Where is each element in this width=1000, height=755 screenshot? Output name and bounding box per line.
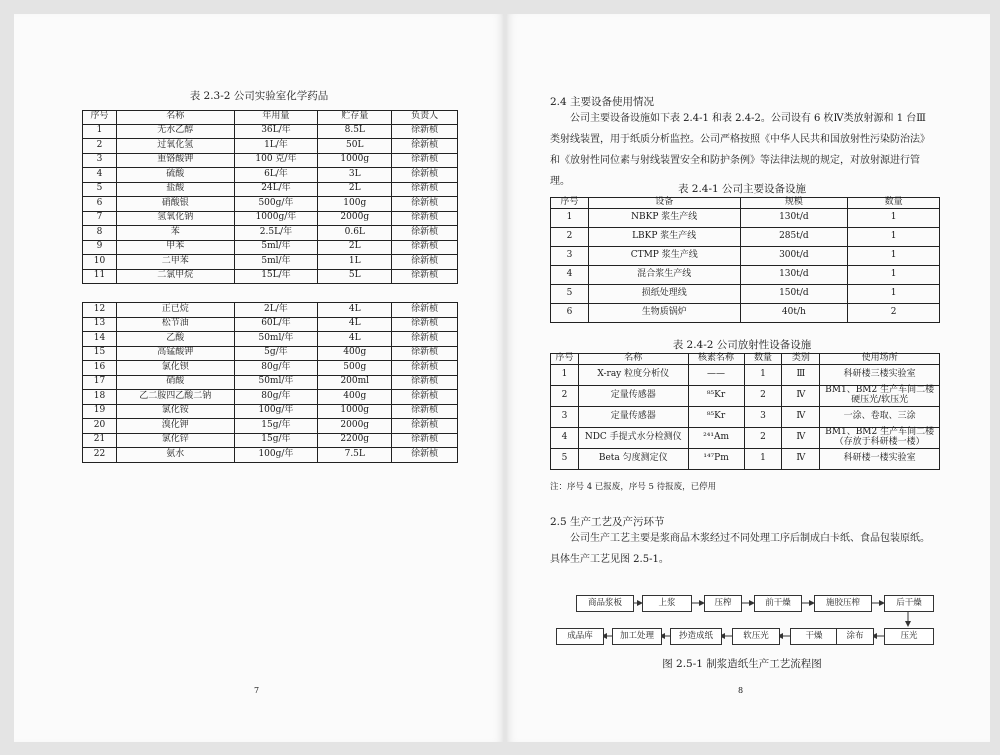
table-row	[83, 182, 458, 197]
table-cell: 60L/年	[234, 317, 318, 332]
table-cell: 21	[83, 433, 117, 448]
table-cell: 80g/年	[234, 361, 318, 376]
flow-step-box: 压榨	[704, 595, 742, 612]
table-cell: ²⁴¹Am	[688, 427, 744, 448]
table-cell: X-ray 粒度分析仪	[578, 364, 688, 385]
section-2-5-paragraph: 公司生产工艺主要是浆商品木浆经过不同处理工序后制成白卡纸、食品包装原纸。具体生产工艺见图 2.5-1。	[550, 533, 930, 565]
table-cell: 1	[848, 227, 940, 246]
right-page	[506, 14, 990, 742]
flow-step-box: 施胶压榨	[814, 595, 872, 612]
table-cell: 正已烷	[116, 303, 234, 318]
table-cell: 130t/d	[740, 208, 848, 227]
table-cell: 6L/年	[234, 168, 318, 183]
table-cell: 徐新桢	[392, 182, 458, 197]
table-cell: 2.5L/年	[234, 226, 318, 241]
table-cell: 硝酸	[116, 375, 234, 390]
table-cell: 19	[83, 404, 117, 419]
table-cell: 4L	[318, 332, 392, 347]
table-cell: 100g/年	[234, 404, 318, 419]
table-cell: 2000g	[318, 419, 392, 434]
table-header-row	[83, 111, 458, 125]
section-2-4-paragraph: 公司主要设备设施如下表 2.4-1 和表 2.4-2。公司设有 6 枚Ⅳ类放射源和 1 台Ⅲ类射线装置，用于纸质分析监控。公司严格按照《中华人民共和国放射性污染防治法》和《放射性同位素与射线装置安全和防护条例》等法律法规的规定，对放射源进行管理。	[550, 113, 930, 187]
flow-step-box: 涂布	[836, 628, 874, 645]
table-row	[83, 448, 458, 463]
table-cell: 徐新桢	[392, 390, 458, 405]
chemicals-table-part1	[82, 110, 458, 284]
table-cell: 1	[848, 246, 940, 265]
table-cell: 3	[744, 406, 782, 427]
column-header: 核素名称	[688, 354, 744, 365]
equipment-table-caption: 表 2.4-1 公司主要设备设施	[677, 183, 807, 195]
table-cell: 15g/年	[234, 419, 318, 434]
table-cell: 16	[83, 361, 117, 376]
table-cell: 1	[848, 284, 940, 303]
table-cell: NBKP 浆生产线	[588, 208, 740, 227]
table-cell: 100g/年	[234, 448, 318, 463]
table-cell: 4L	[318, 303, 392, 318]
table-cell: 徐新桢	[392, 303, 458, 318]
table-cell: 200ml	[318, 375, 392, 390]
table-cell: 松节油	[116, 317, 234, 332]
section-2-5-heading: 2.5 生产工艺及产污环节	[550, 516, 665, 528]
page-number: 8	[738, 686, 744, 695]
table-cell: 18	[83, 390, 117, 405]
table-cell: 9	[83, 240, 117, 255]
table-row	[83, 139, 458, 154]
table-cell: 11	[83, 269, 117, 284]
table-row	[83, 303, 458, 318]
table-cell: 1	[744, 364, 782, 385]
table-cell: 12	[83, 303, 117, 318]
table-cell: 100g	[318, 197, 392, 212]
table-cell: 徐新桢	[392, 404, 458, 419]
section-2-4-heading: 2.4 主要设备使用情况	[550, 96, 655, 108]
table-cell: 甲苯	[116, 240, 234, 255]
table-cell: 1	[744, 448, 782, 469]
table-cell: 徐新桢	[392, 211, 458, 226]
table-cell: 1	[848, 208, 940, 227]
table-cell: 400g	[318, 346, 392, 361]
table-cell: 徐新桢	[392, 255, 458, 270]
table-cell: 徐新桢	[392, 240, 458, 255]
table-cell: 盐酸	[116, 182, 234, 197]
table-cell: 氨水	[116, 448, 234, 463]
column-header: 年用量	[234, 111, 318, 125]
table-cell: 乙二胺四乙酸二钠	[116, 390, 234, 405]
table-cell: 2	[848, 303, 940, 322]
table-cell: 2	[551, 227, 589, 246]
table-cell: 500g	[318, 361, 392, 376]
table-cell: 1	[848, 265, 940, 284]
table-cell: 2	[551, 385, 579, 406]
table-cell: 7.5L	[318, 448, 392, 463]
flow-step-box: 后干燥	[884, 595, 934, 612]
column-header: 名称	[578, 354, 688, 365]
table-cell: 2	[744, 427, 782, 448]
flow-figure-caption: 图 2.5-1 制浆造纸生产工艺流程图	[662, 658, 822, 670]
table-row	[83, 168, 458, 183]
table-cell: 36L/年	[234, 124, 318, 139]
table-cell: 13	[83, 317, 117, 332]
table-cell: 130t/d	[740, 265, 848, 284]
table-cell: 徐新桢	[392, 361, 458, 376]
column-header: 序号	[83, 111, 117, 125]
table-cell: 2L	[318, 182, 392, 197]
table-cell: 损纸处理线	[588, 284, 740, 303]
table-cell: 硫酸	[116, 168, 234, 183]
table-cell: 17	[83, 375, 117, 390]
table-cell: BM1、BM2 生产车间二楼 硬压光/软压光	[820, 385, 940, 406]
table-cell: 乙酸	[116, 332, 234, 347]
table-cell: 1	[83, 124, 117, 139]
table-row	[83, 346, 458, 361]
table-cell: 二甲苯	[116, 255, 234, 270]
table-cell: 5	[551, 448, 579, 469]
table-cell: 50ml/年	[234, 332, 318, 347]
column-header: 贮存量	[318, 111, 392, 125]
table-cell: 生物质锅炉	[588, 303, 740, 322]
table-cell: 混合浆生产线	[588, 265, 740, 284]
table-cell: 5ml/年	[234, 255, 318, 270]
table-cell: 一涂、卷取、三涂	[820, 406, 940, 427]
table-cell: 徐新桢	[392, 124, 458, 139]
table-row	[83, 211, 458, 226]
table-cell: 3L	[318, 168, 392, 183]
table-row	[83, 226, 458, 241]
table-cell: 徐新桢	[392, 226, 458, 241]
table-cell: NDC 手提式水分检测仪	[578, 427, 688, 448]
table-cell: 徐新桢	[392, 448, 458, 463]
table-cell: 徐新桢	[392, 433, 458, 448]
table-cell: 4	[83, 168, 117, 183]
table-cell: 重铬酸钾	[116, 153, 234, 168]
table-cell: 科研楼三楼实验室	[820, 364, 940, 385]
table-cell: 5g/年	[234, 346, 318, 361]
table-cell: 8.5L	[318, 124, 392, 139]
table-cell: 徐新桢	[392, 153, 458, 168]
table-cell: 徐新桢	[392, 139, 458, 154]
table-cell: 无水乙醇	[116, 124, 234, 139]
table-row	[83, 375, 458, 390]
table-cell: 300t/d	[740, 246, 848, 265]
table-cell: 徐新桢	[392, 168, 458, 183]
flow-step-box: 抄造成纸	[670, 628, 722, 645]
table-cell: Ⅳ	[782, 406, 820, 427]
table-cell: 20	[83, 419, 117, 434]
table-cell: 高锰酸钾	[116, 346, 234, 361]
table-cell: Ⅳ	[782, 427, 820, 448]
table-cell: BM1、BM2 生产车间二楼（存放于科研楼一楼）	[820, 427, 940, 448]
table-cell: Ⅳ	[782, 385, 820, 406]
page-number: 7	[254, 686, 260, 695]
column-header: 名称	[116, 111, 234, 125]
table-cell: 1	[551, 208, 589, 227]
table-cell: 1L	[318, 255, 392, 270]
table-row	[83, 124, 458, 139]
table-cell: 285t/d	[740, 227, 848, 246]
column-header: 数量	[744, 354, 782, 365]
table-row	[83, 269, 458, 284]
table-cell: 80g/年	[234, 390, 318, 405]
column-header: 使用场所	[820, 354, 940, 365]
table-cell: 50ml/年	[234, 375, 318, 390]
table-row	[83, 153, 458, 168]
table-cell: 溴化钾	[116, 419, 234, 434]
table-cell: 科研楼一楼实验室	[820, 448, 940, 469]
table-cell: 氢氧化钠	[116, 211, 234, 226]
chemicals-table-part2	[82, 302, 458, 463]
chemicals-table-caption: 表 2.3-2 公司实验室化学药品	[189, 90, 329, 102]
table-cell: 2L/年	[234, 303, 318, 318]
table-row	[83, 404, 458, 419]
table-cell: 过氧化氢	[116, 139, 234, 154]
column-header: 设备	[588, 198, 740, 209]
table-row	[83, 197, 458, 212]
table-cell: 4	[551, 427, 579, 448]
table-cell: 徐新桢	[392, 197, 458, 212]
column-header: 序号	[551, 354, 579, 365]
table-row	[83, 390, 458, 405]
table-cell: Beta 匀度测定仪	[578, 448, 688, 469]
table-cell: 徐新桢	[392, 332, 458, 347]
column-header: 负责人	[392, 111, 458, 125]
table-cell: 15g/年	[234, 433, 318, 448]
table-cell: 150t/d	[740, 284, 848, 303]
table-cell: 硝酸银	[116, 197, 234, 212]
flow-step-box: 干燥	[790, 628, 838, 645]
table-cell: 定量传感器	[578, 385, 688, 406]
table-cell: 15L/年	[234, 269, 318, 284]
table-cell: 3	[83, 153, 117, 168]
table-row	[83, 419, 458, 434]
radiation-table-note: 注：序号 4 已报废，序号 5 待报废，已停用	[550, 482, 717, 492]
table-cell: 4L	[318, 317, 392, 332]
table-cell: 2L	[318, 240, 392, 255]
table-cell: ¹⁴⁷Pm	[688, 448, 744, 469]
table-row	[83, 255, 458, 270]
table-cell: 14	[83, 332, 117, 347]
table-cell: 定量传感器	[578, 406, 688, 427]
table-cell: 3	[551, 246, 589, 265]
table-cell: 100 克/年	[234, 153, 318, 168]
column-header: 序号	[551, 198, 589, 209]
table-row	[83, 240, 458, 255]
table-cell: 徐新桢	[392, 269, 458, 284]
column-header: 类别	[782, 354, 820, 365]
table-cell: 苯	[116, 226, 234, 241]
column-header: 规模	[740, 198, 848, 209]
table-cell: 1	[551, 364, 579, 385]
table-cell: 二氯甲烷	[116, 269, 234, 284]
table-cell: 5ml/年	[234, 240, 318, 255]
table-cell: Ⅲ	[782, 364, 820, 385]
table-cell: 2	[83, 139, 117, 154]
table-cell: ⁸⁵Kr	[688, 385, 744, 406]
table-cell: 3	[551, 406, 579, 427]
flow-step-box: 商品浆板	[576, 595, 634, 612]
table-cell: CTMP 浆生产线	[588, 246, 740, 265]
table-cell: 1000g	[318, 153, 392, 168]
table-cell: 10	[83, 255, 117, 270]
flow-step-box: 上浆	[642, 595, 692, 612]
table-row	[83, 361, 458, 376]
table-cell: 5	[551, 284, 589, 303]
table-cell: 2200g	[318, 433, 392, 448]
table-cell: 500g/年	[234, 197, 318, 212]
table-cell: Ⅳ	[782, 448, 820, 469]
table-cell: 40t/h	[740, 303, 848, 322]
table-cell: 2	[744, 385, 782, 406]
table-cell: 氯化锌	[116, 433, 234, 448]
column-header: 数量	[848, 198, 940, 209]
table-cell: 0.6L	[318, 226, 392, 241]
table-row	[83, 332, 458, 347]
table-cell: LBKP 浆生产线	[588, 227, 740, 246]
left-page	[14, 14, 504, 742]
table-cell: 15	[83, 346, 117, 361]
table-cell: 徐新桢	[392, 419, 458, 434]
table-cell: 氯化铵	[116, 404, 234, 419]
table-cell: ⁸⁵Kr	[688, 406, 744, 427]
table-cell: 24L/年	[234, 182, 318, 197]
table-cell: 徐新桢	[392, 346, 458, 361]
table-cell: 22	[83, 448, 117, 463]
table-cell: 6	[551, 303, 589, 322]
table-row	[83, 433, 458, 448]
table-cell: 1000g/年	[234, 211, 318, 226]
flow-step-box: 压光	[884, 628, 934, 645]
flow-step-box: 成品库	[556, 628, 604, 645]
table-cell: 400g	[318, 390, 392, 405]
table-cell: 徐新桢	[392, 375, 458, 390]
table-cell: 6	[83, 197, 117, 212]
flow-step-box: 前干燥	[754, 595, 802, 612]
flow-step-box: 软压光	[732, 628, 780, 645]
table-cell: 1000g	[318, 404, 392, 419]
radiation-table-caption: 表 2.4-2 公司放射性设备设施	[672, 339, 812, 351]
table-row	[83, 317, 458, 332]
table-cell: ——	[688, 364, 744, 385]
table-cell: 氯化钡	[116, 361, 234, 376]
table-cell: 7	[83, 211, 117, 226]
table-cell: 5	[83, 182, 117, 197]
table-cell: 8	[83, 226, 117, 241]
table-cell: 5L	[318, 269, 392, 284]
table-cell: 2000g	[318, 211, 392, 226]
table-cell: 4	[551, 265, 589, 284]
flow-step-box: 加工处理	[612, 628, 662, 645]
table-cell: 50L	[318, 139, 392, 154]
table-cell: 1L/年	[234, 139, 318, 154]
table-cell: 徐新桢	[392, 317, 458, 332]
